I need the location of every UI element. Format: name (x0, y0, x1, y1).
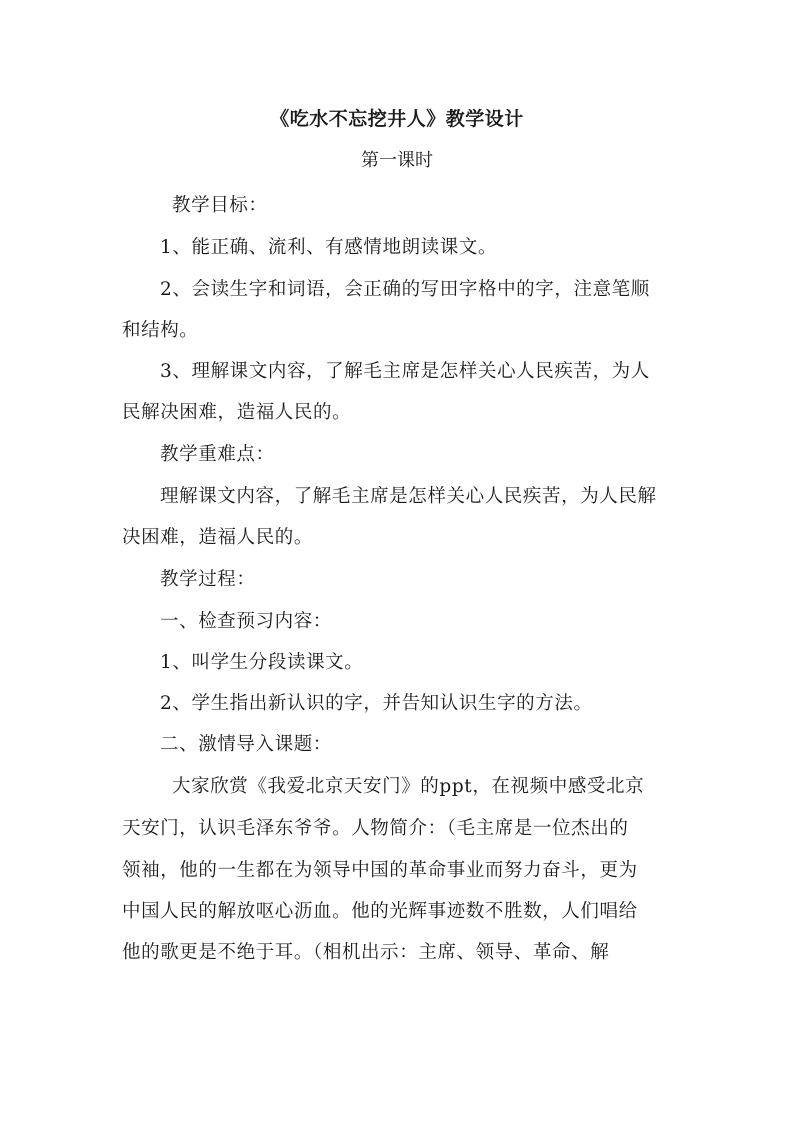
text-line: 大家欣赏《我爱北京天安门》的ppt，在视频中感受北京 (172, 776, 645, 797)
text-line: 和结构。 (122, 320, 199, 341)
document-subtitle: 第一课时 (361, 150, 433, 171)
text-line: 一、检查预习内容： (160, 611, 332, 632)
text-line: 教学重难点： (160, 444, 275, 465)
text-line: 天安门，认识毛泽东爷爷。人物简介：（毛主席是一位杰出的 (122, 818, 629, 839)
text-line: 二、激情导入课题： (160, 734, 332, 755)
text-line: 2、会读生字和词语，会正确的写田字格中的字，注意笔顺 (160, 279, 650, 300)
text-line: 1、叫学生分段读课文。 (160, 652, 364, 673)
text-line: 教学过程： (160, 569, 256, 590)
text-line: 他的歌更是不绝于耳。（相机出示：主席、领导、革命、解 (122, 942, 610, 963)
text-line: 教学目标： (172, 195, 268, 216)
text-line: 2、学生指出新认识的字，并告知认识生字的方法。 (160, 693, 593, 714)
text-line: 3、理解课文内容，了解毛主席是怎样关心人民疾苦，为人 (160, 361, 650, 382)
text-line: 中国人民的解放呕心沥血。他的光辉事迹数不胜数，人们唱给 (122, 901, 638, 922)
document-title: 《吃水不忘挖井人》教学设计 (270, 108, 524, 130)
text-line: 民解决困难，造福人民的。 (122, 402, 352, 423)
text-line: 1、能正确、流利、有感情地朗读课文。 (160, 237, 498, 258)
text-line: 决困难，造福人民的。 (122, 527, 314, 548)
text-line: 理解课文内容，了解毛主席是怎样关心人民疾苦，为人民解 (160, 486, 657, 507)
text-line: 领袖，他的一生都在为领导中国的革命事业而努力奋斗，更为 (122, 860, 638, 881)
